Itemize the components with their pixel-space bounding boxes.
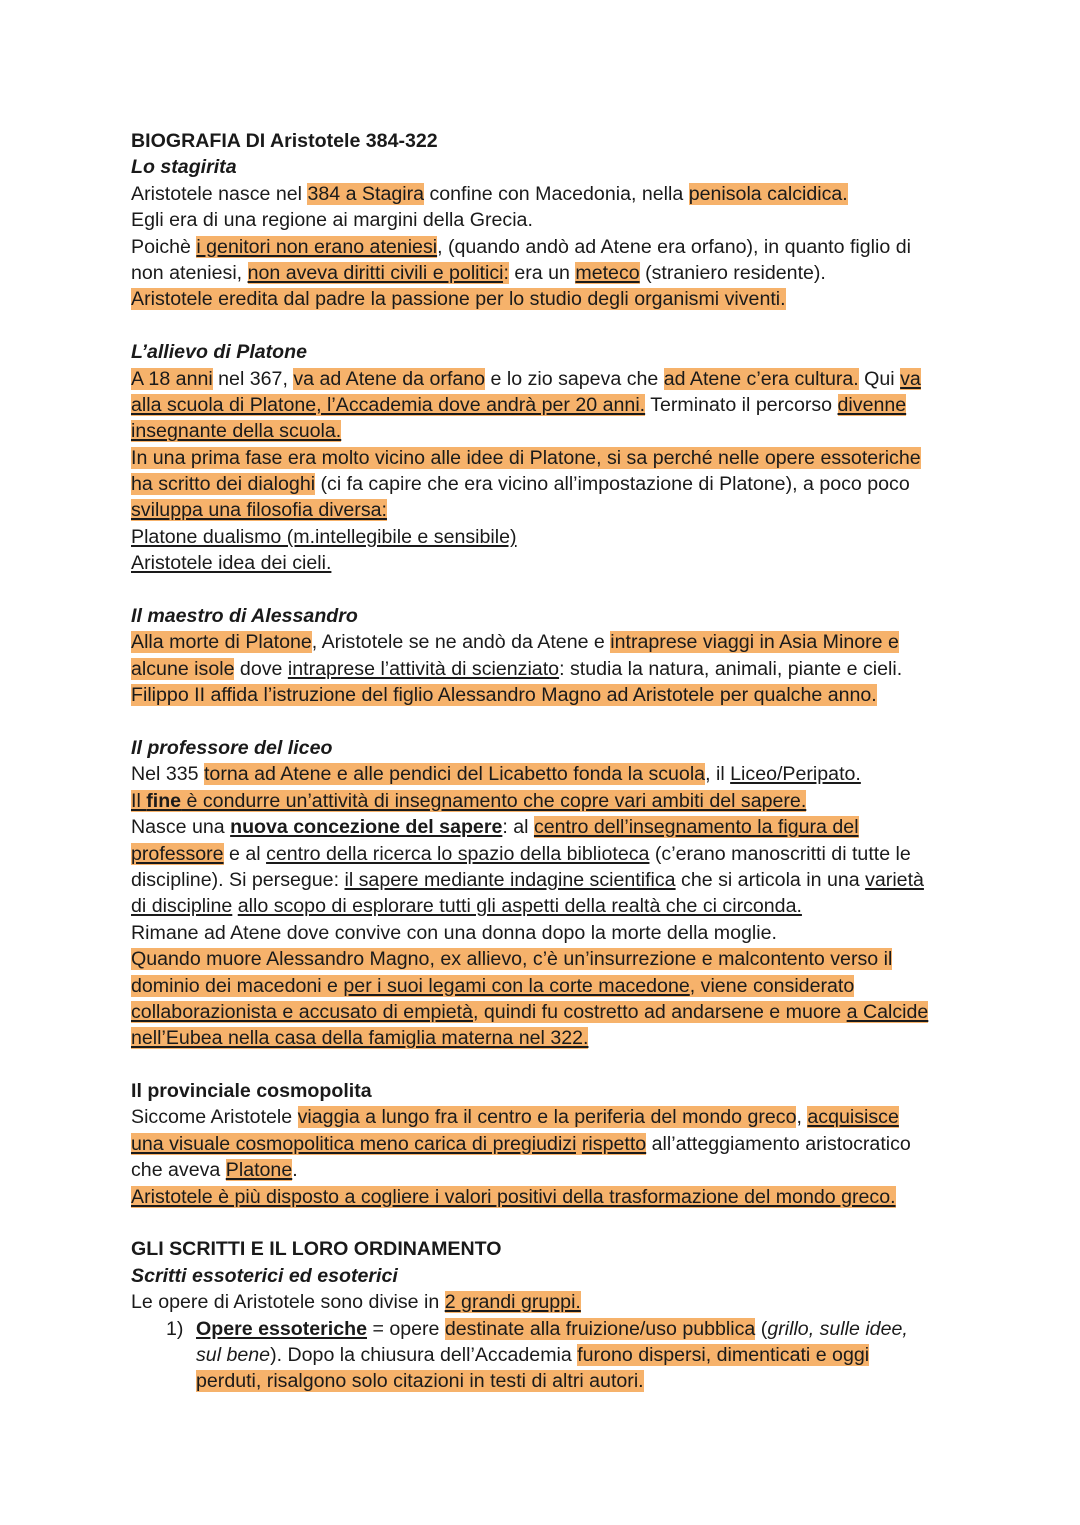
text-run: confine con Macedonia, nella	[424, 182, 689, 205]
paragraph-line	[131, 1184, 961, 1210]
text-run: A 18 anni	[131, 367, 213, 390]
text-run: alcune isole	[131, 657, 235, 680]
text-run: Poichè	[131, 235, 197, 258]
text-run: meteco	[575, 261, 640, 284]
paragraph-line	[131, 524, 961, 550]
text-run: e al	[223, 842, 267, 865]
text-run: professore	[131, 842, 224, 865]
text-run: (ci fa capire che era vicino all’impostazione di Platone), a poco poco	[315, 473, 910, 496]
text-run: va	[900, 367, 921, 390]
text-run: dove	[234, 657, 288, 680]
text-run: intraprese l’attività di scienziato	[287, 657, 560, 680]
paragraph-line	[131, 418, 961, 444]
text-run: (	[755, 1317, 768, 1340]
text-run: ). Dopo la chiusura dell’Accademia	[270, 1343, 578, 1366]
text-run: Filippo II affida l’istruzione del figlio Alessandro Magno ad Aristotele per qualche anno.	[131, 684, 877, 707]
text-run: fine	[146, 789, 182, 812]
text-run: , il	[705, 763, 731, 786]
text-run: nell’Eubea nella casa della famiglia materna nel 322.	[131, 1027, 589, 1050]
text-run: insegnante della scuola.	[131, 420, 342, 443]
text-run: Aristotele idea dei cieli.	[131, 552, 332, 575]
text-run: rispetto	[581, 1132, 647, 1155]
text-run: alla scuola di Platone, l’Accademia dove andrà per 20 anni.	[131, 393, 646, 416]
text-run: che si articola in una	[675, 868, 866, 891]
text-run: 2 grandi gruppi.	[444, 1291, 581, 1314]
paragraph-line	[131, 841, 961, 867]
paragraph-line	[131, 1289, 961, 1315]
text-run: (straniero residente).	[639, 261, 826, 284]
paragraph-line	[131, 761, 961, 787]
paragraph-line	[131, 181, 961, 207]
paragraph-line	[131, 260, 961, 286]
paragraph-line	[131, 629, 961, 655]
paragraph-line: Rimane ad Atene dove convive con una donna dopo la morte della moglie.	[131, 921, 777, 944]
section-heading-scritti: Scritti essoterici ed esoterici	[131, 1264, 398, 1287]
text-run: Liceo/Peripato.	[730, 763, 861, 786]
text-run: sul bene	[196, 1343, 271, 1366]
text-run: Siccome Aristotele	[131, 1106, 298, 1129]
text-run: Aristotele nasce nel	[131, 182, 308, 205]
text-run: Quando muore Alessandro Magno, ex allievo, c’è un’insurrezione e malcontento verso il	[131, 948, 893, 971]
text-run: Nasce una	[131, 816, 231, 839]
text-run: è condurre un’attività di insegnamento che copre vari ambiti del sapere.	[181, 789, 807, 812]
text-run: viaggia a lungo fra il centro e la periferia del mondo greco	[297, 1106, 797, 1129]
paragraph-line	[131, 999, 961, 1025]
text-run: Platone	[225, 1159, 293, 1182]
paragraph-line	[131, 656, 961, 682]
text-run: , viene considerato	[689, 974, 855, 997]
text-run: penisola calcidica.	[688, 182, 848, 205]
text-run: Platone dualismo (m.intellegibile e sensibile)	[131, 525, 517, 548]
text-run: : al	[502, 816, 534, 839]
text-run: non ateniesi,	[131, 261, 248, 284]
text-run: acquisisce	[807, 1106, 899, 1129]
text-run: furono dispersi, dimenticati e oggi	[577, 1343, 870, 1366]
writings-title: GLI SCRITTI E IL LORO ORDINAMENTO	[131, 1238, 502, 1261]
biography-title: BIOGRAFIA DI Aristotele 384-322	[131, 130, 438, 152]
text-run: , Aristotele se ne andò da Atene e	[311, 631, 611, 654]
text-run: i genitori non erano ateniesi	[196, 235, 438, 258]
section-heading-lo-stagirita: Lo stagirita	[131, 156, 237, 179]
text-run: Opere essoteriche	[196, 1317, 367, 1340]
paragraph-line	[131, 445, 961, 471]
text-run: .	[292, 1159, 298, 1182]
paragraph-line	[131, 1025, 961, 1051]
paragraph-line	[131, 234, 961, 260]
text-run: , (quando andò ad Atene era orfano), in quanto figlio di	[437, 235, 911, 258]
text-run: per i suoi legami con la corte macedone	[343, 974, 690, 997]
paragraph-line	[131, 814, 961, 840]
text-run: il sapere mediante indagine scientifica	[344, 868, 676, 891]
text-run: Aristotele eredita dal padre la passione per lo studio degli organismi viventi.	[131, 288, 786, 311]
text-run: intraprese viaggi in Asia Minore e	[610, 631, 899, 654]
text-run: = opere	[367, 1317, 445, 1340]
text-run: , quindi fu costretto ad andarsene e muore	[473, 1000, 847, 1023]
text-run: Aristotele è più disposto a cogliere i valori positivi della trasformazione del mondo greco.	[131, 1185, 896, 1208]
paragraph-line	[131, 788, 961, 814]
text-run: In una prima fase era molto vicino alle idee di Platone, si sa perché nelle opere essoteriche	[131, 446, 921, 469]
document-page	[131, 128, 961, 1395]
text-run: ad Atene c’era cultura.	[663, 367, 859, 390]
text-run: centro dell’insegnamento la figura del	[533, 816, 859, 839]
paragraph-line	[131, 893, 961, 919]
text-run: sviluppa una filosofia diversa:	[131, 499, 387, 522]
text-run: Alla morte di Platone	[131, 631, 312, 654]
text-run: che aveva	[131, 1159, 226, 1182]
text-run: e lo zio sapeva che	[485, 367, 664, 390]
text-run: nel 367,	[212, 367, 294, 390]
paragraph-line	[131, 471, 961, 497]
paragraph-line	[131, 1157, 961, 1183]
paragraph-line	[131, 392, 961, 418]
text-run: : studia la natura, animali, piante e cieli.	[559, 657, 903, 680]
section-heading-allievo-di-platone: L’allievo di Platone	[131, 341, 308, 364]
text-run: varietà	[865, 868, 924, 891]
text-run: 384 a Stagira	[307, 182, 425, 205]
paragraph-line	[131, 366, 961, 392]
paragraph-line	[131, 682, 961, 708]
text-run: divenne	[837, 393, 907, 416]
paragraph-line	[131, 973, 961, 999]
text-run: Nel 335	[131, 763, 204, 786]
text-run: ,	[796, 1106, 808, 1129]
text-run: Il	[131, 789, 147, 812]
text-run: nuova concezione del sapere	[230, 816, 503, 839]
paragraph-line: Egli era di una regione ai margini della Grecia.	[131, 209, 533, 232]
text-run: dominio dei macedoni e	[131, 974, 344, 997]
section-heading-professore-del-liceo: Il professore del liceo	[131, 736, 333, 759]
paragraph-line	[131, 1131, 961, 1157]
text-run: di discipline	[131, 895, 233, 918]
list-number: 1)	[166, 1317, 184, 1340]
text-run: perduti, risalgono solo citazioni in testi di altri autori.	[196, 1370, 644, 1393]
text-run: all’atteggiamento aristocratico	[646, 1132, 911, 1155]
text-run: va ad Atene da orfano	[293, 367, 486, 390]
text-run: era un	[508, 261, 576, 284]
text-run: una visuale cosmopolitica meno carica di pregiudizi	[131, 1132, 577, 1155]
text-run: torna ad Atene e alle pendici del Licabetto fonda la scuola	[203, 763, 706, 786]
text-run: ha scritto dei dialoghi	[131, 473, 316, 496]
text-run: collaborazionista e accusato di empietà	[131, 1000, 474, 1023]
paragraph-line	[131, 867, 961, 893]
text-run: grillo, sulle idee,	[767, 1317, 908, 1340]
paragraph-line	[131, 946, 961, 972]
text-run: destinate alla fruizione/uso pubblica	[444, 1317, 756, 1340]
text-run: non aveva diritti civili e politici	[247, 261, 504, 284]
section-heading-maestro-di-alessandro: Il maestro di Alessandro	[131, 605, 358, 628]
text-run: (c’erano manoscritti di tutte le	[649, 842, 911, 865]
text-run: :	[503, 261, 509, 284]
list-item-continuation	[131, 1368, 961, 1394]
text-run: Qui	[858, 367, 901, 390]
text-run: centro della ricerca lo spazio della biblioteca	[266, 842, 650, 865]
text-run: Le opere di Aristotele sono divise in	[131, 1291, 445, 1314]
paragraph-line	[131, 497, 961, 523]
list-item-continuation	[131, 1342, 961, 1368]
text-run: a Calcide	[846, 1000, 929, 1023]
paragraph-line	[131, 1104, 961, 1130]
list-item	[131, 1316, 961, 1342]
text-run: Terminato il percorso	[645, 393, 838, 416]
paragraph-line	[131, 286, 961, 312]
text-run: discipline). Si persegue:	[131, 868, 345, 891]
text-run: allo scopo di esplorare tutti gli aspetti della realtà che ci circonda.	[237, 895, 802, 918]
paragraph-line	[131, 550, 961, 576]
section-heading-provinciale-cosmopolita: Il provinciale cosmopolita	[131, 1080, 372, 1103]
